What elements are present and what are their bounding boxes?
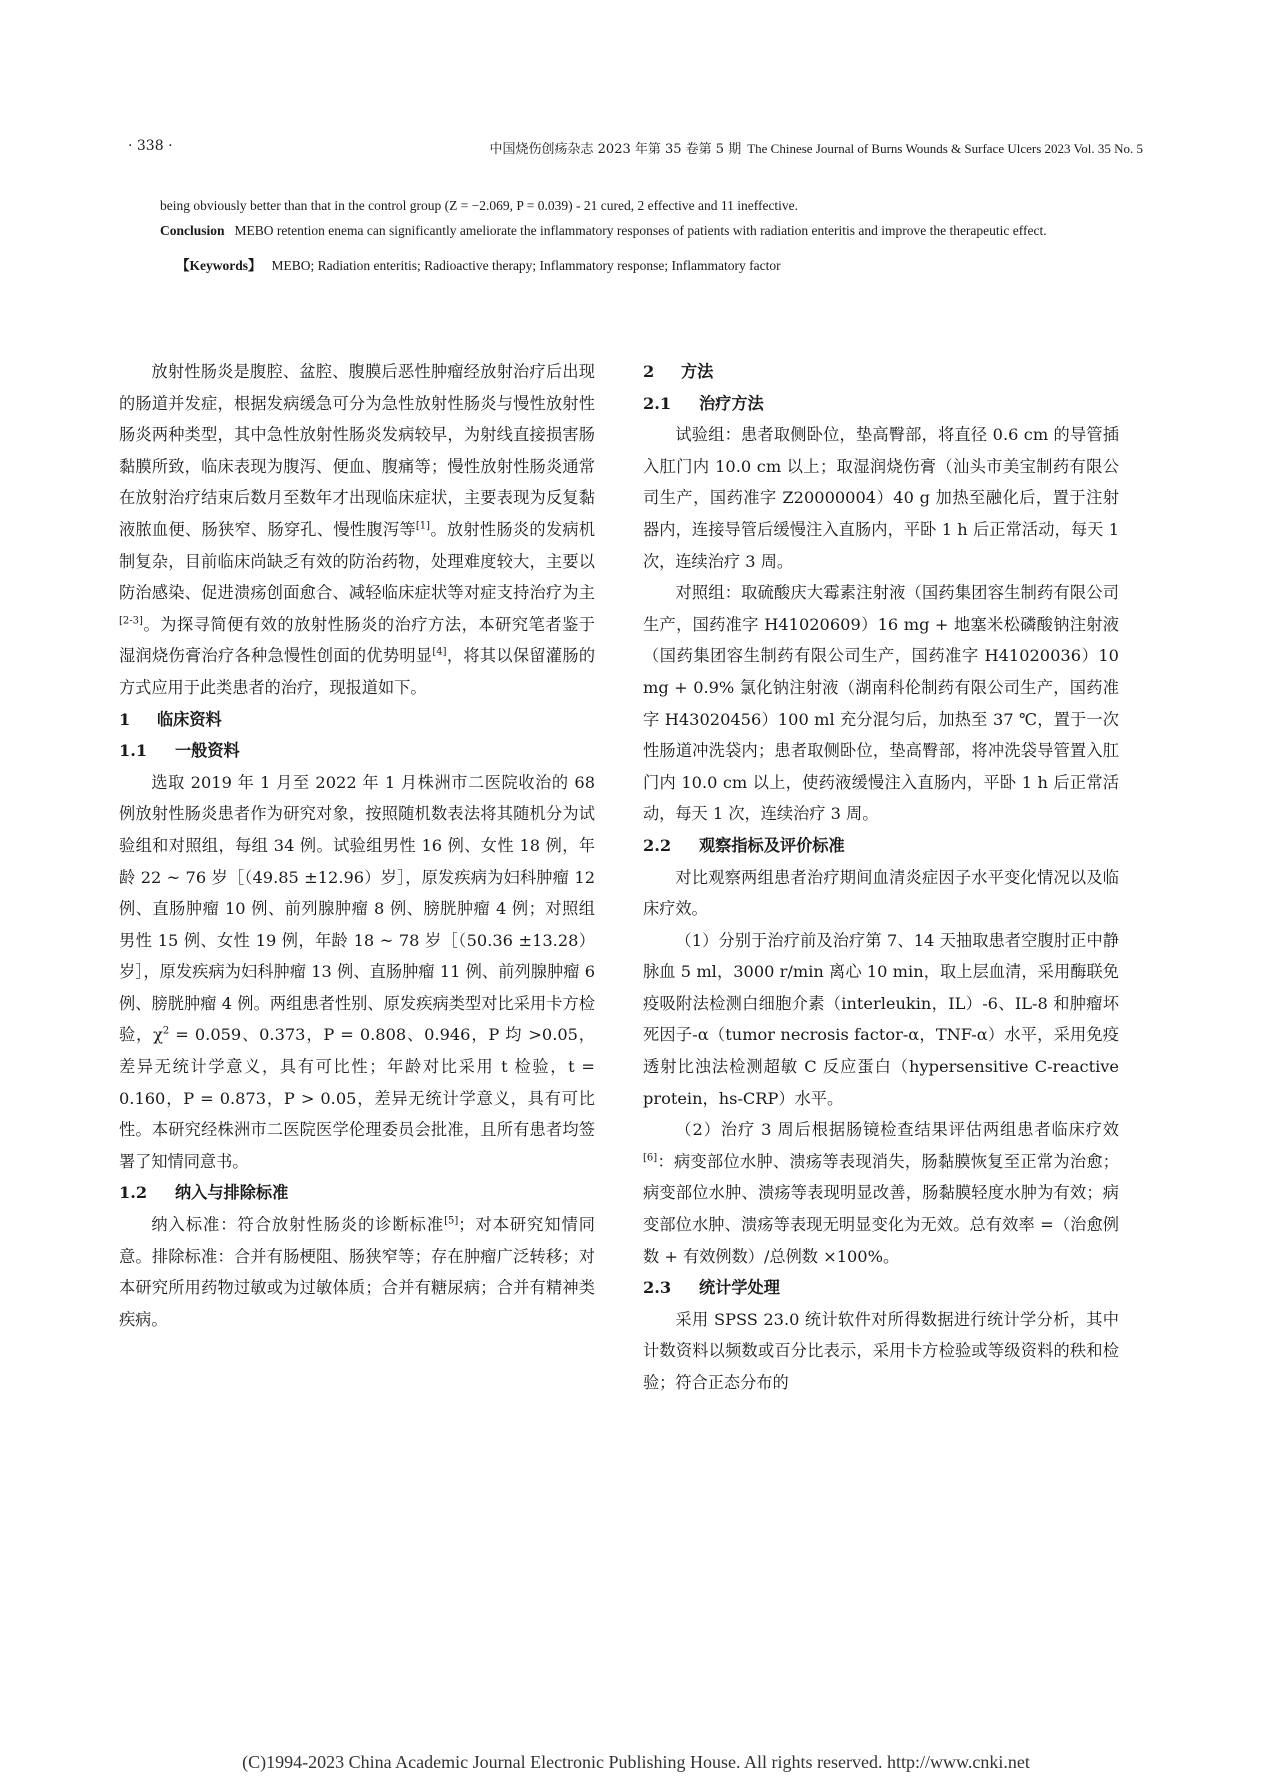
observation-item-2: （2）治疗 3 周后根据肠镜检查结果评估两组患者临床疗效[6]：病变部位水肿、溃疡等表现消失，肠黏膜恢复至正常为治愈；病变部位水肿、溃疡等表现明显改善，肠黏膜轻度水肿为有效；病变部位水肿、溃疡等表现无明显变化为无效。总有效率 =（治愈例数 + 有效例数）/总例数 ×100%。	[643, 1120, 1119, 1266]
section-heading-2-1: 2.1 治疗方法	[643, 393, 764, 413]
trial-group-paragraph: 试验组：患者取侧卧位，垫高臀部，将直径 0.6 cm 的导管插入肛门内 10.0 cm 以上；取湿润烧伤膏（汕头市美宝制药有限公司生产，国药准字 Z20000004）40 g 加热至融化后，置于注射器内，连接导管后缓慢注入直肠内，平卧 1 h 后正常活动，每天 1 次，连续治疗 3 周。	[643, 425, 1119, 571]
citation: [6]	[643, 1152, 658, 1164]
criteria-paragraph: 纳入标准：符合放射性肠炎的诊断标准[5]；对本研究知情同意。排除标准：合并有肠梗阻、肠狭窄等；存在肿瘤广泛转移；对本研究所用药物过敏或为过敏体质；合并有糖尿病；合并有精神类疾病。	[119, 1215, 595, 1329]
running-header	[128, 138, 1143, 162]
conclusion-text: MEBO retention enema can significantly ameliorate the inflammatory responses of patients with radiation enteritis and improve the therapeutic effect.	[234, 223, 1047, 238]
section-heading-1-2: 1.2 纳入与排除标准	[119, 1183, 289, 1203]
left-column	[119, 356, 595, 1335]
section-heading-2: 2 方法	[643, 362, 714, 381]
citation: [2-3]	[119, 615, 143, 627]
conclusion-label: Conclusion	[160, 223, 225, 238]
general-data-paragraph: 选取 2019 年 1 月至 2022 年 1 月株洲市二医院收治的 68 例放射性肠炎患者作为研究对象，按照随机数表法将其随机分为试验组和对照组，每组 34 例。试验组男性 16 例、女性 18 例，年龄 22 ~ 76 岁［（49.85 ±12.96）岁］，原发疾病为妇科肿瘤 12 例、直肠肿瘤 10 例、前列腺肿瘤 8 例、膀胱肿瘤 4 例；对照组男性 15 例、女性 19 例，年龄 18 ~ 78 岁［（50.36 ±13.28）岁］，原发疾病为妇科肿瘤 13 例、直肠肿瘤 11 例、前列腺肿瘤 6 例、膀胱肿瘤 4 例。两组患者性别、原发疾病类型对比采用卡方检验，$\chi^2 = 0.059$、0.373，P = 0.808、0.946，P 均 >0.05，差异无统计学意义，具有可比性；年龄对比采用 t 检验，t = 0.160，P = 0.873，P > 0.05，差异无统计学意义，具有可比性。本研究经株洲市二医院医学伦理委员会批准，且所有患者均签署了知情同意书。	[119, 772, 595, 1171]
citation: [1]	[415, 520, 431, 532]
control-group-paragraph: 对照组：取硫酸庆大霉素注射液（国药集团容生制药有限公司生产，国药准字 H41020609）16 mg + 地塞米松磷酸钠注射液（国药集团容生制药有限公司生产，国药准字 H41020036）10 mg + 0.9% 氯化钠注射液（湖南科伦制药有限公司生产，国药准字 H43020456）100 ml 充分混匀后，加热至 37 ℃，置于一次性肠道冲洗袋内；患者取侧卧位，垫高臀部，将冲洗袋导管置入肛门内 10.0 cm 以上，使药液缓慢注入直肠内，平卧 1 h 后正常活动，每天 1 次，连续治疗 3 周。	[643, 583, 1119, 824]
intro-paragraph: 放射性肠炎是腹腔、盆腔、腹膜后恶性肿瘤经放射治疗后出现的肠道并发症，根据发病缓急可分为急性放射性肠炎与慢性放射性肠炎两种类型，其中急性放射性肠炎发病较早，为射线直接损害肠黏膜所致，临床表现为腹泻、便血、腹痛等；慢性放射性肠炎通常在放射治疗结束后数月至数年才出现临床症状，主要表现为反复黏液脓血便、肠狭窄、肠穿孔、慢性腹泻等[1]。放射性肠炎的发病机制复杂，目前临床尚缺乏有效的防治药物，处理难度较大，主要以防治感染、促进溃疡创面愈合、减轻临床症状等对症支持治疗为主[2-3]。为探寻简便有效的放射性肠炎的治疗方法，本研究笔者鉴于湿润烧伤膏治疗各种急慢性创面的优势明显[4]，将其以保留灌肠的方式应用于此类患者的治疗，现报道如下。	[119, 362, 596, 697]
journal-title-en: The Chinese Journal of Burns Wounds & Surface Ulcers 2023 Vol. 35 No. 5	[747, 141, 1143, 156]
citation: [5]	[444, 1215, 459, 1227]
copyright-footer: (C)1994-2023 China Academic Journal Electronic Publishing House. All rights reserved. http://www.cnki.net	[242, 1752, 1030, 1772]
abstract-conclusion	[160, 218, 1110, 243]
section-heading-2-3: 2.3 统计学处理	[643, 1278, 780, 1298]
keywords-label: 【Keywords】	[176, 258, 262, 273]
citation: [4]	[432, 646, 447, 658]
journal-title-cn: 中国烧伤创疡杂志 2023 年第 35 卷第 5 期	[489, 142, 742, 157]
section-heading-2-2: 2.2 观察指标及评价标准	[643, 835, 845, 855]
observation-item-1: （1）分别于治疗前及治疗第 7、14 天抽取患者空腹肘正中静脉血 5 ml，3000 r/min 离心 10 min，取上层血清，采用酶联免疫吸附法检测白细胞介素（interleukin，IL）-6、IL-8 和肿瘤坏死因子-α（tumor necrosis factor-α，TNF-α）水平，采用免疫透射比浊法检测超敏 C 反应蛋白（hypersensitive C-reactive protein，hs-CRP）水平。	[643, 930, 1119, 1108]
journal-title	[490, 138, 1143, 157]
section-heading-1: 1 临床资料	[119, 709, 222, 729]
statistics-paragraph: 采用 SPSS 23.0 统计软件对所得数据进行统计学分析，其中计数资料以频数或百分比表示，采用卡方检验或等级资料的秩和检验；符合正态分布的	[643, 1309, 1119, 1392]
section-heading-1-1: 1.1 一般资料	[119, 741, 240, 761]
abstract-results-tail: being obviously better than that in the control group (Z = −2.069, P = 0.039) - 21 cured, 2 effective and 11 ineffective.	[160, 198, 799, 213]
right-column	[643, 356, 1119, 1399]
keywords-text: MEBO; Radiation enteritis; Radioactive therapy; Inflammatory response; Inflammatory factor	[271, 258, 781, 273]
page-number: · 338 ·	[128, 138, 173, 154]
observation-intro: 对比观察两组患者治疗期间血清炎症因子水平变化情况以及临床疗效。	[643, 867, 1119, 919]
keywords	[160, 253, 1110, 278]
english-abstract	[160, 193, 1110, 278]
